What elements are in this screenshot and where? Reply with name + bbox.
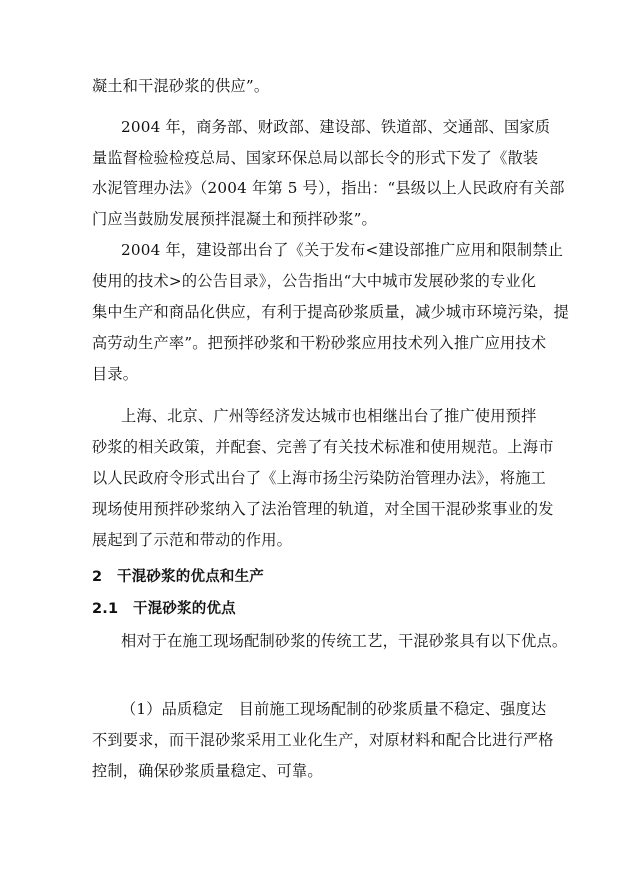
item-1-line: 不到要求，而干混砂浆采用工业化生产，对原材料和配合比进行严格 [92, 731, 554, 749]
text-line: 集中生产和商品化供应，有利于提高砂浆质量，减少城市环境污染，提 [92, 303, 570, 321]
text-line: 水泥管理办法》（2004 年第 5 号），指出：“县级以上人民政府有关部 [92, 179, 565, 197]
text-line: 展起到了示范和带动的作用。 [92, 531, 293, 549]
section-heading-2-1: 2.1 干混砂浆的优点 [92, 601, 236, 617]
text-line: 目录。 [92, 365, 139, 383]
text-line: 高劳动生产率”。把预拌砂浆和干粉砂浆应用技术列入推广应用技术 [92, 334, 547, 352]
text-line: 砂浆的相关政策，并配套、完善了有关技术标准和使用规范。上海市 [92, 438, 554, 456]
text-line: 现场使用预拌砂浆纳入了法治管理的轨道，对全国干混砂浆事业的发 [92, 500, 554, 518]
item-1-line: 控制，确保砂浆质量稳定、可靠。 [92, 762, 323, 780]
text-line: 量监督检验检疫总局、国家环保总局以部长令的形式下发了《散装 [92, 149, 539, 167]
text-line: 门应当鼓励发展预拌混凝土和预拌砂浆”。 [92, 210, 377, 228]
section-heading-2: 2 干混砂浆的优点和生产 [92, 569, 264, 585]
text-line: 使用的技术>的公告目录》，公告指出“大中城市发展砂浆的专业化 [92, 272, 537, 290]
text-line: 以人民政府令形式出台了《上海市扬尘污染防治管理办法》，将施工 [92, 469, 547, 487]
text-line: 2004 年，商务部、财政部、建设部、铁道部、交通部、国家质 [121, 118, 551, 136]
text-line: 2004 年，建设部出台了《关于发布<建设部推广应用和限制禁止 [121, 241, 564, 259]
text-line: 上海、北京、广州等经济发达城市也相继出台了推广使用预拌 [121, 407, 537, 425]
text-line: 凝土和干混砂浆的供应”。 [92, 77, 270, 95]
item-1-line: （1）品质稳定 目前施工现场配制的砂浆质量不稳定、强度达 [121, 700, 547, 718]
intro-paragraph: 相对于在施工现场配制砂浆的传统工艺，干混砂浆具有以下优点。 [121, 632, 568, 650]
